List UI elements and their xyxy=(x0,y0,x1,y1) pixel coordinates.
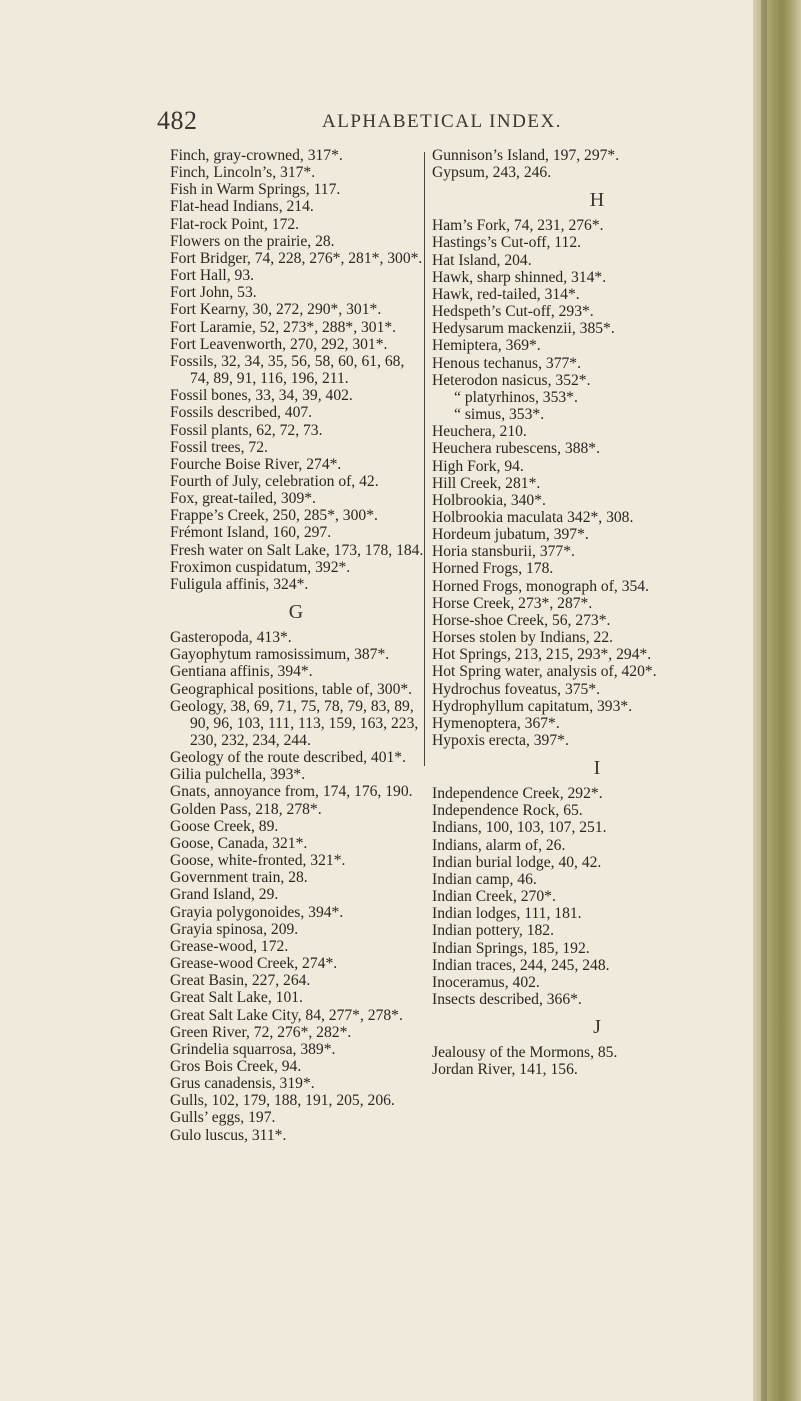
index-entry: Indians, 100, 103, 107, 251. xyxy=(432,819,607,837)
index-entry: Grand Island, 29. xyxy=(170,886,279,904)
index-entry: Goose, Canada, 321*. xyxy=(170,834,308,852)
index-entry: Hydrochus foveatus, 375*. xyxy=(432,680,601,698)
index-entry: Indians, alarm of, 26. xyxy=(432,836,566,854)
index-entry: Indian lodges, 111, 181. xyxy=(432,905,582,923)
index-entry: Heterodon nasicus, 352*. xyxy=(432,371,591,389)
index-entry: Government train, 28. xyxy=(170,869,308,887)
index-entry: Froximon cuspidatum, 392*. xyxy=(170,558,351,576)
index-entry: Hot Springs, 213, 215, 293*, 294*. xyxy=(432,646,652,664)
index-entry: Indian traces, 244, 245, 248. xyxy=(432,956,610,974)
index-entry: Green River, 72, 276*, 282*. xyxy=(170,1023,352,1041)
index-entry: Frémont Island, 160, 297. xyxy=(170,524,332,542)
index-entry: Geology, 38, 69, 71, 75, 78, 79, 83, 89, xyxy=(170,697,414,715)
index-entry: Hastings’s Cut-off, 112. xyxy=(432,234,582,252)
index-entry: Hill Creek, 281*. xyxy=(432,474,541,492)
index-entry: Gentiana affinis, 394*. xyxy=(170,663,313,681)
entries-i xyxy=(432,785,762,1008)
section-letter-g: G xyxy=(288,601,304,624)
index-entry: Hydrophyllum capitatum, 393*. xyxy=(432,697,633,715)
index-entry: Fourche Boise River, 274*. xyxy=(170,455,342,473)
index-entry: Gros Bois Creek, 94. xyxy=(170,1057,302,1075)
index-column-left xyxy=(170,147,422,1144)
index-entry: Fossil plants, 62, 72, 73. xyxy=(170,421,323,439)
index-subentry: “ platyrhinos, 353*. xyxy=(454,388,578,406)
index-entry: Gunnison’s Island, 197, 297*. xyxy=(432,147,620,164)
index-entry: Hymenoptera, 367*. xyxy=(432,714,560,732)
index-entry: Fish in Warm Springs, 117. xyxy=(170,181,341,199)
index-entry: Gayophytum ramosissimum, 387*. xyxy=(170,646,390,664)
index-entry: Gnats, annoyance from, 174, 176, 190. xyxy=(170,783,413,801)
index-entry: Geology of the route described, 401*. xyxy=(170,749,407,767)
section-letter-h: H xyxy=(589,189,605,212)
index-entry: Indian burial lodge, 40, 42. xyxy=(432,853,602,871)
index-entry: Indian pottery, 182. xyxy=(432,922,554,940)
index-entry: Goose, white-fronted, 321*. xyxy=(170,852,346,870)
index-entry: Indian Creek, 270*. xyxy=(432,888,556,906)
index-entry: Fossil trees, 72. xyxy=(170,438,268,456)
index-entry: Inoceramus, 402. xyxy=(432,973,540,991)
entries-h xyxy=(432,217,762,749)
index-entry: Hedysarum mackenzii, 385*. xyxy=(432,320,615,338)
index-entry: Fort Laramie, 52, 273*, 288*, 301*. xyxy=(170,318,397,336)
index-entry: Fossils, 32, 34, 35, 56, 58, 60, 61, 68, xyxy=(170,352,405,370)
index-entry: Fuligula affinis, 324*. xyxy=(170,575,309,593)
page-number: 482 xyxy=(157,106,198,135)
index-entry: Flat-rock Point, 172. xyxy=(170,215,300,233)
index-entry: Flat-head Indians, 214. xyxy=(170,198,314,216)
index-entry: Heuchera, 210. xyxy=(432,423,527,441)
index-entry: Jealousy of the Mormons, 85. xyxy=(432,1044,618,1062)
index-entry: Jordan River, 141, 156. xyxy=(432,1061,578,1079)
index-entry: Great Basin, 227, 264. xyxy=(170,972,311,990)
index-entry: Finch, gray-crowned, 317*. xyxy=(170,147,343,164)
index-entry: Indian Springs, 185, 192. xyxy=(432,939,590,957)
index-entry: Fort Leavenworth, 270, 292, 301*. xyxy=(170,335,388,353)
index-entry: High Fork, 94. xyxy=(432,457,524,475)
index-entry: Fourth of July, celebration of, 42. xyxy=(170,472,379,490)
index-entry: Horse Creek, 273*, 287*. xyxy=(432,594,593,612)
index-entry: Insects described, 366*. xyxy=(432,991,582,1009)
index-entry: Independence Rock, 65. xyxy=(432,802,583,820)
index-entry-continuation: 74, 89, 91, 116, 196, 211. xyxy=(190,370,349,388)
index-entry: Fossils described, 407. xyxy=(170,404,313,422)
index-entry: Fort Bridger, 74, 228, 276*, 281*, 300*. xyxy=(170,249,423,267)
index-entry: Grindelia squarrosa, 389*. xyxy=(170,1040,336,1058)
index-entry: Hawk, sharp shinned, 314*. xyxy=(432,268,607,286)
index-entry: Grayia polygonoides, 394*. xyxy=(170,903,344,921)
index-entry: Geographical positions, table of, 300*. xyxy=(170,680,413,698)
index-entry: Horia stansburii, 377*. xyxy=(432,543,575,561)
index-entry: Hordeum jubatum, 397*. xyxy=(432,526,589,544)
index-entry: Gilia pulchella, 393*. xyxy=(170,766,306,784)
index-entry: Hypoxis erecta, 397*. xyxy=(432,732,569,749)
index-entry: Hot Spring water, analysis of, 420*. xyxy=(432,663,657,681)
index-entry: Grayia spinosa, 209. xyxy=(170,920,299,938)
page-header xyxy=(0,106,760,142)
index-entry: Gulls, 102, 179, 188, 191, 205, 206. xyxy=(170,1092,395,1110)
index-entry: Grease-wood, 172. xyxy=(170,937,289,955)
index-entry: Hemiptera, 369*. xyxy=(432,337,541,355)
index-subentry: “ simus, 353*. xyxy=(454,406,545,424)
index-entry: Fox, great-tailed, 309*. xyxy=(170,490,316,508)
entries-g xyxy=(170,629,422,1144)
entries-g-cont xyxy=(432,147,762,181)
index-entry: Independence Creek, 292*. xyxy=(432,785,603,803)
index-entry: Indian camp, 46. xyxy=(432,870,537,888)
index-entry: Fort Kearny, 30, 272, 290*, 301*. xyxy=(170,301,382,319)
index-entry: Holbrookia maculata 342*, 308. xyxy=(432,508,634,526)
index-entry: Fresh water on Salt Lake, 173, 178, 184. xyxy=(170,541,424,559)
index-entry: Gulo luscus, 311*. xyxy=(170,1126,287,1144)
index-entry: Horses stolen by Indians, 22. xyxy=(432,629,614,647)
index-entry: Grease-wood Creek, 274*. xyxy=(170,955,338,973)
index-entry: Fort John, 53. xyxy=(170,284,257,302)
index-entry: Ham’s Fork, 74, 231, 276*. xyxy=(432,217,604,235)
index-entry: Golden Pass, 218, 278*. xyxy=(170,800,322,818)
index-entry-continuation: 90, 96, 103, 111, 113, 159, 163, 223, xyxy=(190,714,419,732)
index-entry: Frappe’s Creek, 250, 285*, 300*. xyxy=(170,507,378,525)
index-entry: Heuchera rubescens, 388*. xyxy=(432,440,600,458)
index-entry: Henous techanus, 377*. xyxy=(432,354,581,372)
section-letter-i: I xyxy=(593,757,601,780)
index-entry: Hat Island, 204. xyxy=(432,251,532,269)
index-entry: Hedspeth’s Cut-off, 293*. xyxy=(432,303,594,321)
index-entry: Hawk, red-tailed, 314*. xyxy=(432,285,580,303)
index-entry: Horse-shoe Creek, 56, 273*. xyxy=(432,611,611,629)
index-entry: Gulls’ eggs, 197. xyxy=(170,1109,276,1127)
index-entry: Holbrookia, 340*. xyxy=(432,491,546,509)
index-entry: Horned Frogs, 178. xyxy=(432,560,554,578)
index-entry: Finch, Lincoln’s, 317*. xyxy=(170,164,316,182)
entries-j xyxy=(432,1044,762,1078)
index-entry: Great Salt Lake, 101. xyxy=(170,989,303,1007)
index-entry: Fort Hall, 93. xyxy=(170,267,255,285)
index-entry: Fossil bones, 33, 34, 39, 402. xyxy=(170,387,353,405)
index-column-right xyxy=(432,147,762,1079)
index-entry: Great Salt Lake City, 84, 277*, 278*. xyxy=(170,1006,403,1024)
running-title: ALPHABETICAL INDEX. xyxy=(322,111,562,132)
column-divider xyxy=(424,152,425,766)
index-entry-continuation: 230, 232, 234, 244. xyxy=(190,732,311,749)
index-entry: Grus canadensis, 319*. xyxy=(170,1075,315,1093)
index-entry: Flowers on the prairie, 28. xyxy=(170,232,335,250)
index-entry: Goose Creek, 89. xyxy=(170,817,279,835)
section-letter-j: J xyxy=(593,1016,601,1039)
index-entry: Gasteropoda, 413*. xyxy=(170,629,292,647)
index-entry: Gypsum, 243, 246. xyxy=(432,164,552,182)
index-entry: Horned Frogs, monograph of, 354. xyxy=(432,577,649,595)
entries-f xyxy=(170,147,422,593)
